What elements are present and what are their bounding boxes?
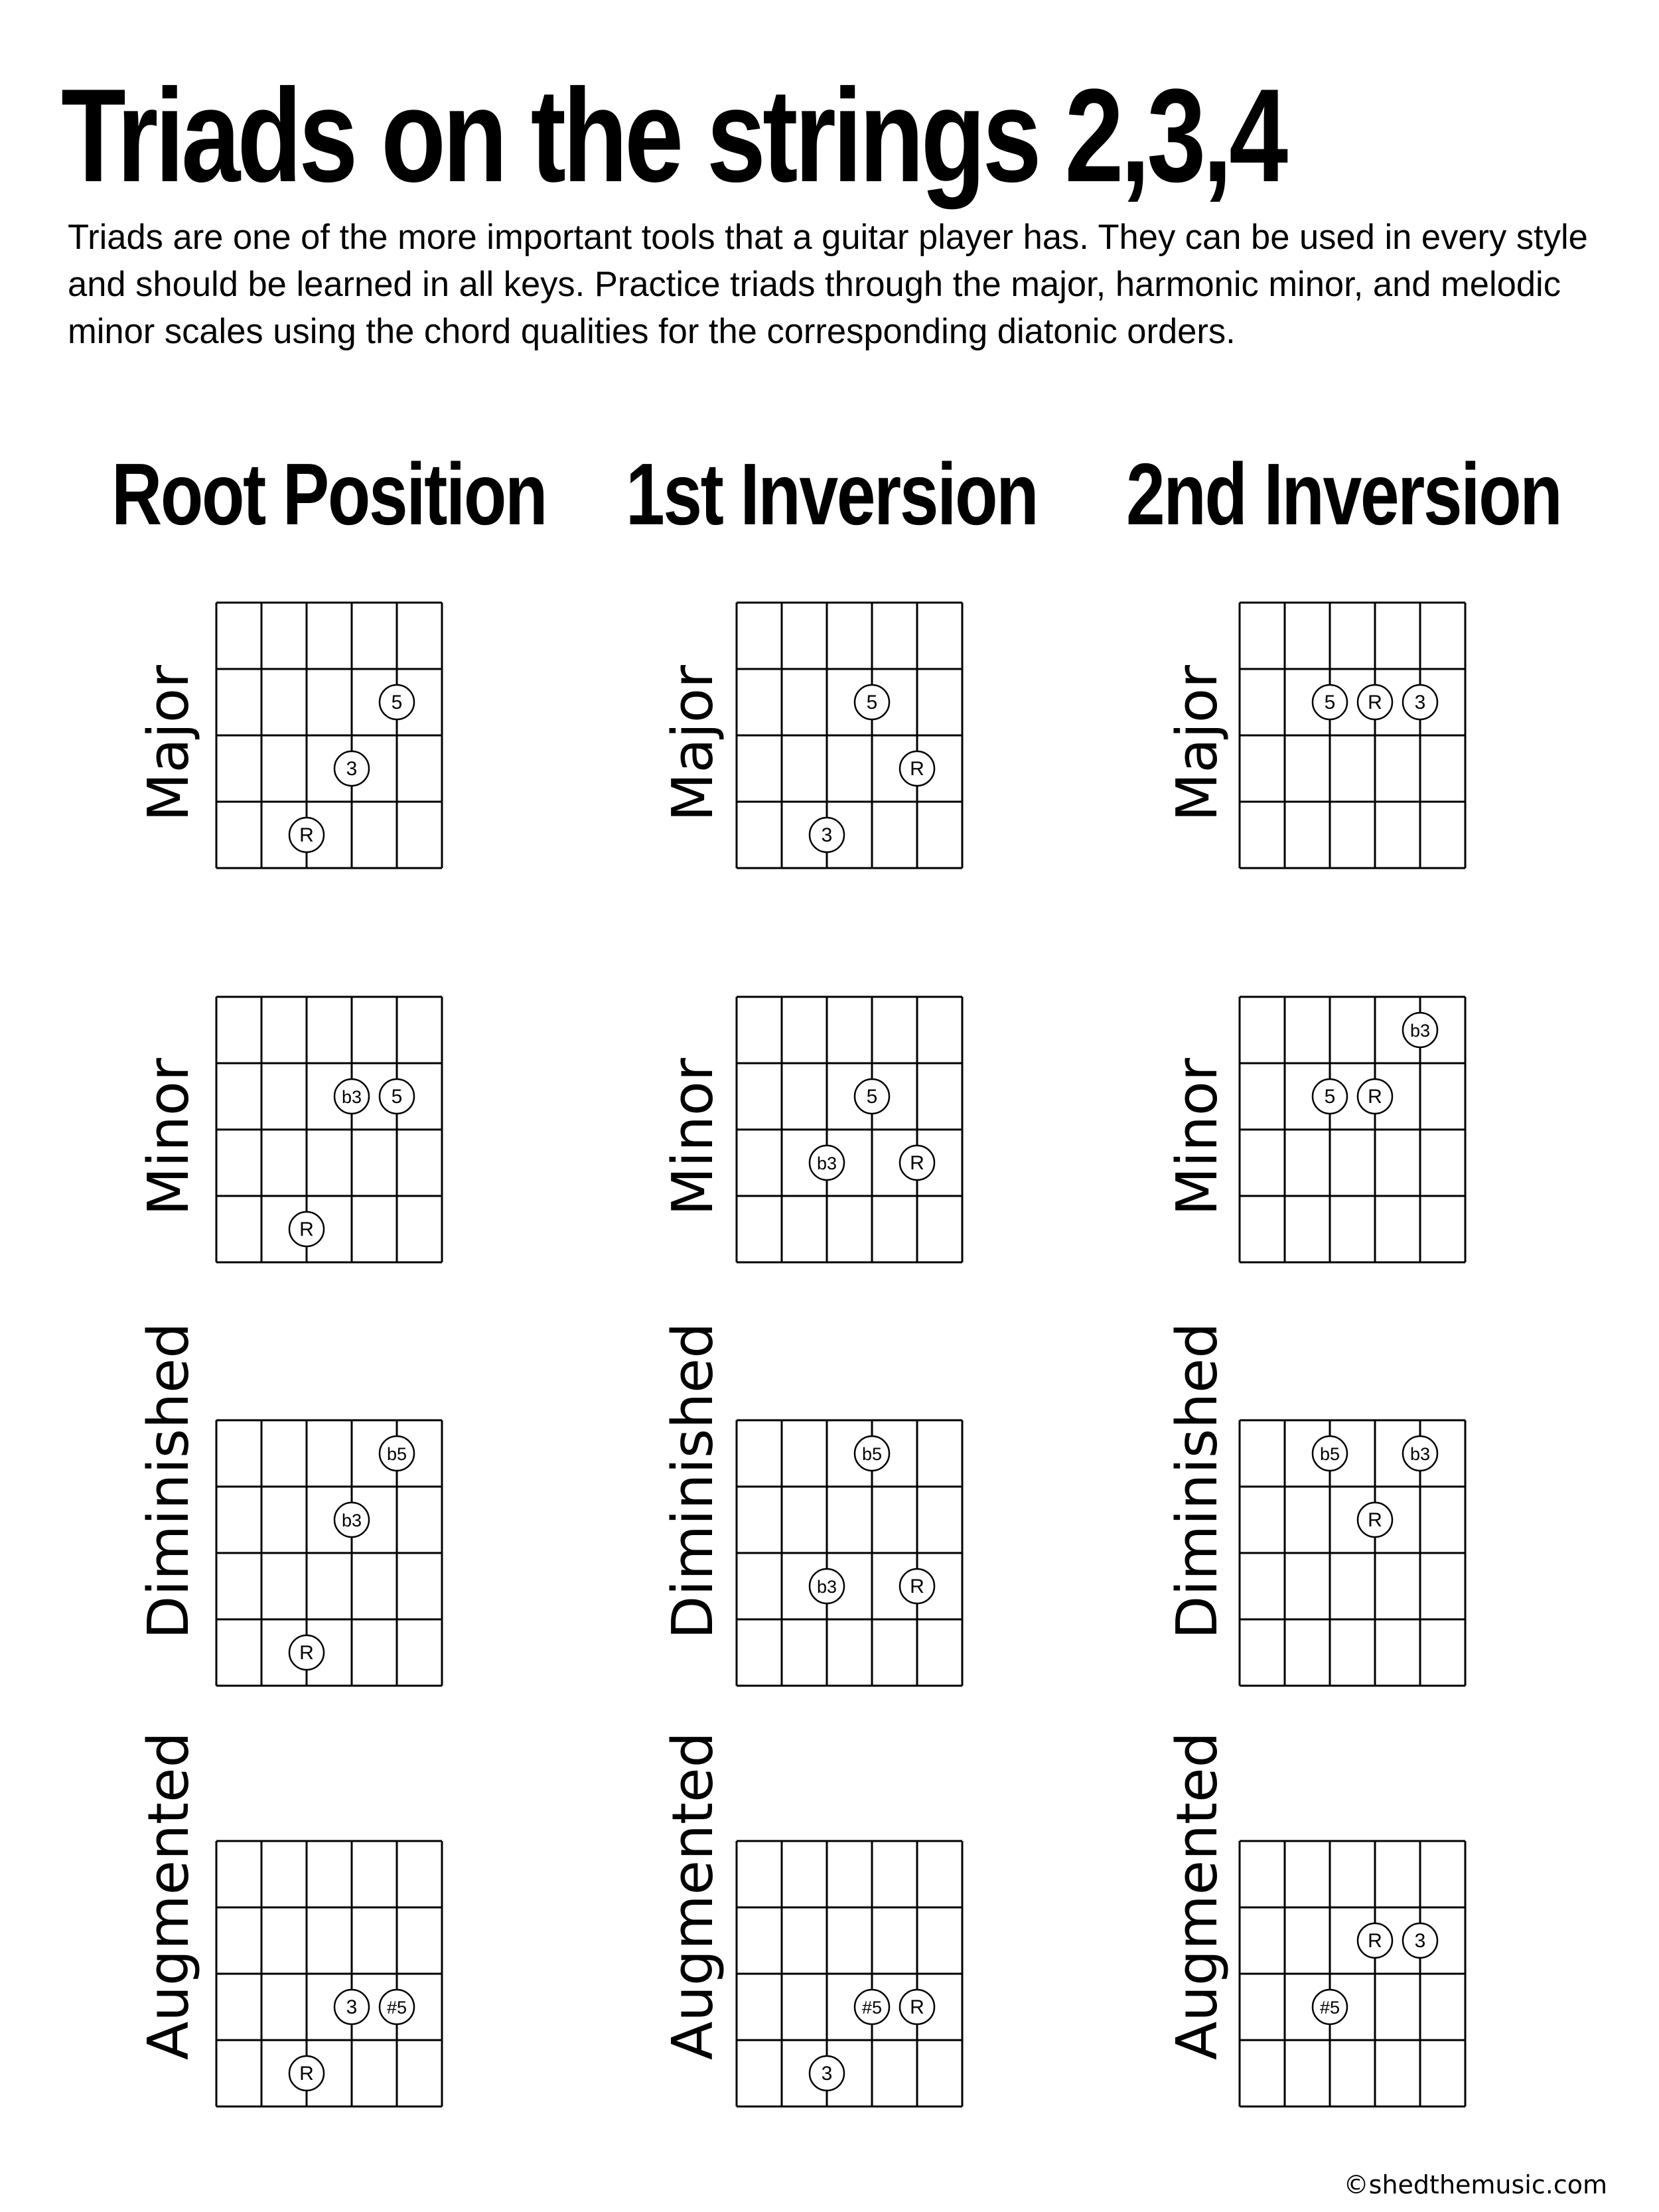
row-label-minor: Minor bbox=[1165, 1058, 1230, 1216]
note-label: 5 bbox=[1324, 692, 1336, 713]
note-marker bbox=[810, 1145, 844, 1180]
fretboard-svg bbox=[1233, 1414, 1472, 1692]
note-marker bbox=[334, 1990, 369, 2024]
fretboard-svg bbox=[1233, 990, 1472, 1269]
note-label: R bbox=[1368, 1086, 1382, 1108]
fretboard-svg bbox=[210, 1414, 449, 1692]
note-label: 3 bbox=[821, 824, 833, 846]
note-label: 3 bbox=[821, 2063, 833, 2085]
fretboard-svg bbox=[210, 990, 449, 1269]
note-label: 3 bbox=[1414, 692, 1426, 713]
fretboard-diagram-diminished-1st-inversion bbox=[730, 1414, 969, 1692]
row-label-major: Major bbox=[660, 665, 726, 822]
note-marker bbox=[855, 685, 889, 719]
fretboard-svg bbox=[730, 990, 969, 1269]
note-label: b3 bbox=[1409, 1444, 1431, 1464]
fretboard-diagram-major-1st-inversion bbox=[730, 596, 969, 875]
note-label: 5 bbox=[1324, 1086, 1336, 1108]
fretboard-svg bbox=[730, 596, 969, 875]
note-marker bbox=[1358, 1923, 1392, 1958]
fretboard-diagram-minor-2nd-inversion bbox=[1233, 990, 1472, 1269]
fretboard-svg bbox=[730, 1414, 969, 1692]
fretboard-svg bbox=[730, 1834, 969, 2113]
note-marker bbox=[289, 2056, 324, 2091]
fretboard-diagram-minor-root-position bbox=[210, 990, 449, 1269]
note-marker bbox=[380, 1990, 414, 2024]
fretboard-diagram-diminished-2nd-inversion bbox=[1233, 1414, 1472, 1692]
note-label: 5 bbox=[866, 1086, 878, 1108]
note-marker bbox=[1403, 1923, 1437, 1958]
intro-paragraph: Triads are one of the more important tools that a guitar player has. They can be used in every style and should be learned in all keys. Practice triads through the major, harmonic minor, and melodic minor scales using the chord qualities for the corresponding diatonic orders. bbox=[68, 218, 1588, 351]
note-label: b5 bbox=[861, 1444, 883, 1464]
note-label: 5 bbox=[391, 692, 403, 713]
note-label: R bbox=[910, 1576, 924, 1597]
note-marker bbox=[380, 685, 414, 719]
note-label: R bbox=[910, 1996, 924, 2018]
row-label-augmented: Augmented bbox=[1165, 1732, 1230, 2060]
note-marker bbox=[380, 1079, 414, 1114]
fretboard-diagram-major-root-position bbox=[210, 596, 449, 875]
note-marker bbox=[810, 818, 844, 852]
note-label: R bbox=[910, 758, 924, 780]
note-label: 3 bbox=[1414, 1930, 1426, 1952]
note-marker bbox=[289, 818, 324, 852]
column-title-1st-inversion: 1st Inversion bbox=[626, 445, 1038, 543]
row-label-major: Major bbox=[136, 665, 202, 822]
note-label: R bbox=[299, 824, 314, 846]
note-label: b3 bbox=[341, 1511, 362, 1530]
note-marker bbox=[1403, 1013, 1437, 1047]
note-marker bbox=[900, 1990, 934, 2024]
row-label-diminished: Diminished bbox=[136, 1322, 202, 1639]
note-marker bbox=[380, 1436, 414, 1471]
fretboard-diagram-diminished-root-position bbox=[210, 1414, 449, 1692]
note-label: 5 bbox=[391, 1086, 403, 1108]
row-label-major: Major bbox=[1165, 665, 1230, 822]
note-marker bbox=[810, 2056, 844, 2091]
fretboard-diagram-augmented-root-position bbox=[210, 1834, 449, 2113]
note-marker bbox=[334, 1079, 369, 1114]
note-marker bbox=[1313, 685, 1347, 719]
note-marker bbox=[289, 1212, 324, 1246]
row-label-augmented: Augmented bbox=[136, 1732, 202, 2060]
note-label: R bbox=[1368, 692, 1382, 713]
column-title-2nd-inversion: 2nd Inversion bbox=[1126, 445, 1561, 543]
note-label: b3 bbox=[341, 1087, 362, 1107]
row-label-minor: Minor bbox=[136, 1058, 202, 1216]
fretboard-svg bbox=[1233, 1834, 1472, 2113]
row-label-diminished: Diminished bbox=[1165, 1322, 1230, 1639]
column-title-root-position: Root Position bbox=[111, 445, 547, 543]
note-label: R bbox=[1368, 1509, 1382, 1531]
note-marker bbox=[900, 751, 934, 786]
note-label: b3 bbox=[1409, 1021, 1431, 1041]
note-label: b5 bbox=[1319, 1444, 1340, 1464]
note-label: #5 bbox=[386, 1998, 407, 2018]
note-marker bbox=[289, 1635, 324, 1670]
page-title: Triads on the strings 2,3,4 bbox=[61, 62, 1285, 210]
note-marker bbox=[1313, 1436, 1347, 1471]
note-marker bbox=[1358, 685, 1392, 719]
note-marker bbox=[1403, 1436, 1437, 1471]
note-label: R bbox=[1368, 1930, 1382, 1952]
note-label: b3 bbox=[816, 1577, 837, 1597]
note-label: R bbox=[910, 1152, 924, 1174]
fretboard-diagram-minor-1st-inversion bbox=[730, 990, 969, 1269]
note-label: b5 bbox=[386, 1444, 407, 1464]
note-label: b3 bbox=[816, 1153, 837, 1173]
note-marker bbox=[855, 1079, 889, 1114]
fretboard-diagram-augmented-1st-inversion bbox=[730, 1834, 969, 2113]
fretboard-diagram-augmented-2nd-inversion bbox=[1233, 1834, 1472, 2113]
fretboard-svg bbox=[1233, 596, 1472, 875]
fretboard-diagram-major-2nd-inversion bbox=[1233, 596, 1472, 875]
fretboard-svg bbox=[210, 1834, 449, 2113]
note-label: R bbox=[299, 1642, 314, 1664]
row-label-augmented: Augmented bbox=[660, 1732, 726, 2060]
copyright-footer: ©shedthemusic.com bbox=[1343, 2170, 1607, 2199]
note-marker bbox=[855, 1990, 889, 2024]
note-marker bbox=[334, 1503, 369, 1537]
note-label: #5 bbox=[861, 1998, 883, 2018]
note-marker bbox=[1313, 1990, 1347, 2024]
note-label: 3 bbox=[346, 1996, 358, 2018]
note-label: R bbox=[299, 2063, 314, 2085]
fretboard-svg bbox=[210, 596, 449, 875]
note-marker bbox=[900, 1145, 934, 1180]
row-label-diminished: Diminished bbox=[660, 1322, 726, 1639]
note-marker bbox=[855, 1436, 889, 1471]
note-label: 5 bbox=[866, 692, 878, 713]
note-marker bbox=[900, 1569, 934, 1603]
row-label-minor: Minor bbox=[660, 1058, 726, 1216]
note-label: #5 bbox=[1319, 1998, 1340, 2018]
note-marker bbox=[1403, 685, 1437, 719]
note-marker bbox=[1358, 1079, 1392, 1114]
note-label: 3 bbox=[346, 758, 358, 780]
note-marker bbox=[334, 751, 369, 786]
note-label: R bbox=[299, 1218, 314, 1240]
note-marker bbox=[1313, 1079, 1347, 1114]
note-marker bbox=[1358, 1503, 1392, 1537]
note-marker bbox=[810, 1569, 844, 1603]
